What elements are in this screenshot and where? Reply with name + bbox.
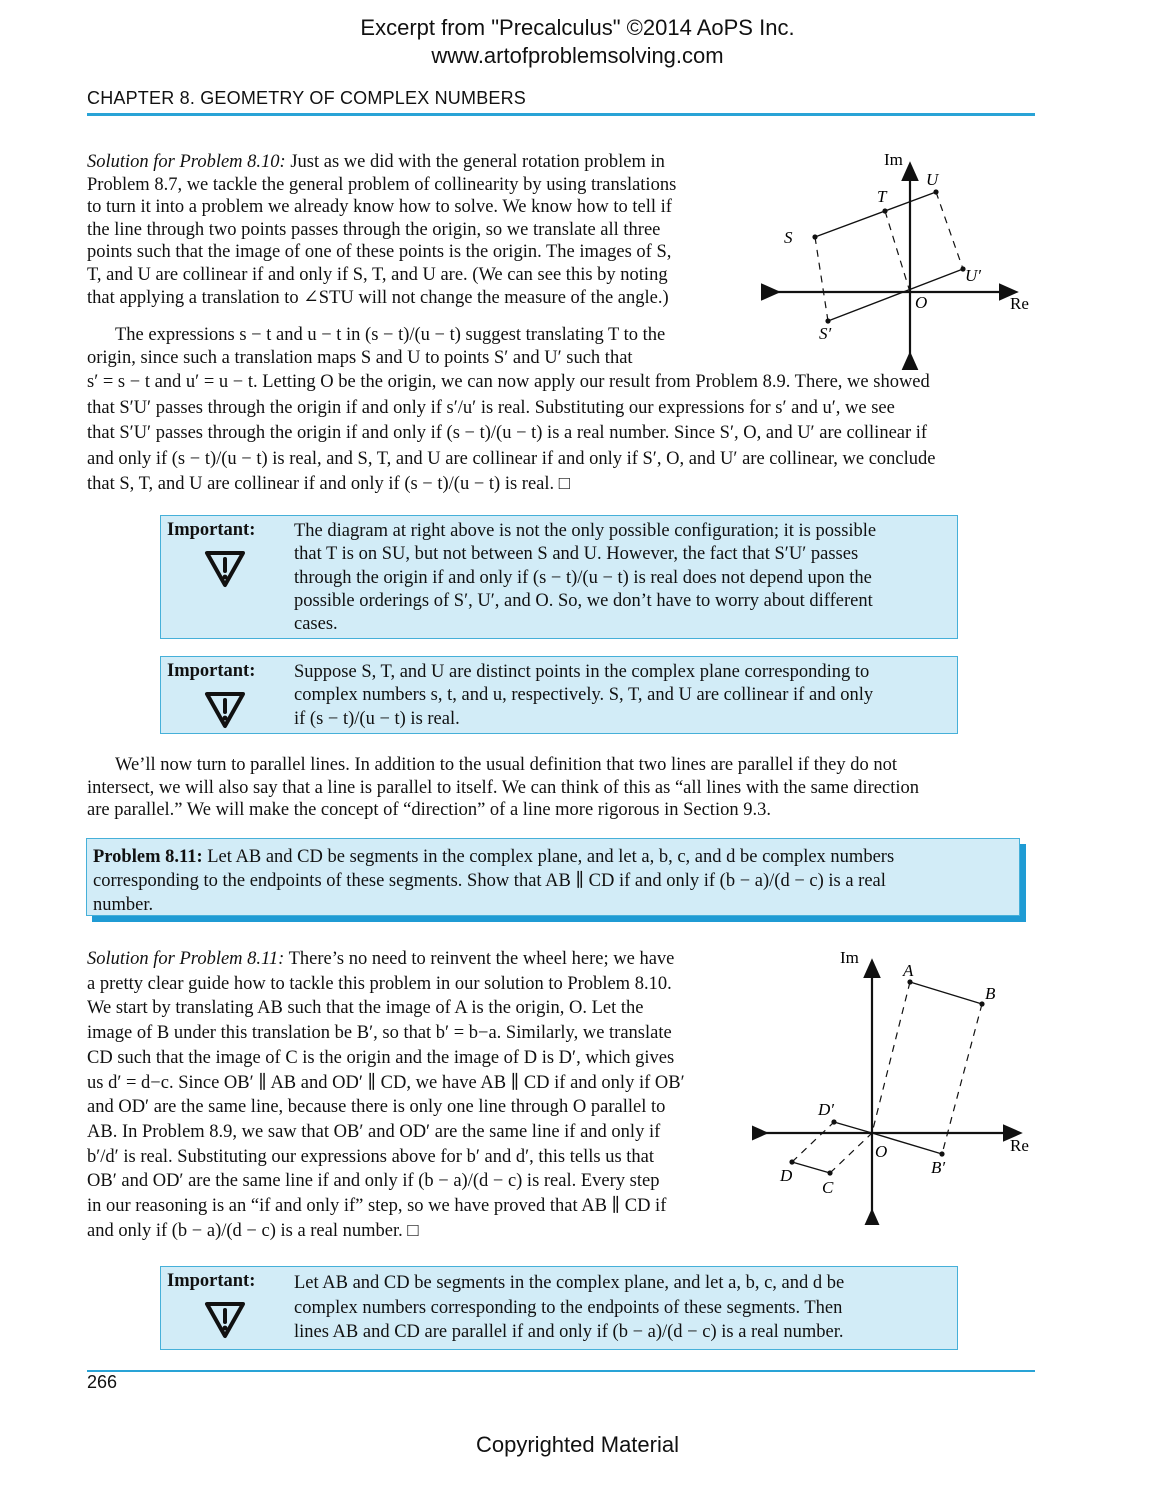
text-line: that applying a translation to ∠STU will not change the measure of the angle.) [87,287,669,308]
text-line: that S′U′ passes through the origin if and only if (s − t)/(u − t) is a real number. Since S′, O, and U′ are collinear if [87,423,928,443]
solution-label: Solution for Problem 8.11: [87,949,285,969]
text-line: OB′ and OD′ are the same line if and only if (b − a)/(d − c) is real. Every step [87,1171,660,1192]
text-line: that S, T, and U are collinear if and only if (s − t)/(u − t) is real. □ [87,474,570,494]
text-line: The expressions s − t and u − t in (s − t)/(u − t) suggest translating T to the [115,325,666,345]
text-line: lines AB and CD are parallel if and only if (b − a)/(d − c) is a real number. [294,1322,844,1342]
dashed-c-o [830,1133,872,1173]
text-line: intersect, we will also say that a line is parallel to itself. We can think of this as “all lines with the same direction [87,777,919,798]
solution-8-10-paragraph-2b [87,370,1034,498]
label-s-prime: S′ [819,324,832,343]
text-line: b′/d′ is real. Substituting our expressions above for b′ and d′, this tells us that [87,1146,655,1167]
label-c: C [822,1178,834,1197]
segment-ab [910,982,982,1004]
warning-icon [203,690,247,730]
text-line: number. [93,895,154,915]
parallel-lines-paragraph [87,754,1034,822]
figure-collinearity-diagram [760,145,1045,370]
dashed-u [936,192,963,269]
text-line: possible orderings of S′, U′, and O. So, we don’t have to worry about different [294,590,873,611]
important-note-2 [160,656,958,734]
label-o: O [915,293,928,312]
copyright-notice: Copyrighted Material [476,1432,679,1457]
dashed-t [885,211,910,292]
header-rule [87,113,1035,116]
line-s-u [815,192,936,237]
text-line: and OD′ are the same line, because there is only one line through O parallel to [87,1097,666,1118]
label-o: O [875,1142,888,1161]
text-line: through the origin if and only if (s − t)/(u − t) is real does not depend upon the [294,567,872,588]
text-line: Solution for Problem 8.10: Just as we did with the general rotation problem in [87,152,665,172]
text-line: in our reasoning is an “if and only if” step, so we have proved that AB ∥ CD if [87,1196,667,1217]
text-line: complex numbers s, t, and u, respectively. S, T, and U are collinear if and only [294,685,874,706]
label-im: Im [884,150,903,169]
warning-icon [203,549,247,589]
label-u: U [926,170,939,189]
line-s-prime-u-prime [828,269,963,321]
text-line: to turn it into a problem we already know how to solve. We know how to tell if [87,197,672,218]
point-s [812,234,817,239]
label-im: Im [840,948,859,967]
text-line: We’ll now turn to parallel lines. In addition to the usual definition that two lines are parallel if they do not [115,755,897,775]
segment-dc [792,1162,830,1173]
chapter-title: CHAPTER 8. GEOMETRY OF COMPLEX NUMBERS [87,88,527,108]
text-line: points such that the image of one of these points is the origin. The images of S, [87,242,672,263]
text-line: if (s − t)/(u − t) is real. [294,708,460,729]
text-line: s′ = s − t and u′ = u − t. Letting O be the origin, we can now apply our result from Problem 8.9. There, we showed [87,372,930,392]
text-line: Suppose S, T, and U are distinct points in the complex plane corresponding to [294,662,870,682]
text-line: We start by translating AB such that the image of A is the origin, O. Let the [87,998,644,1019]
point-t [882,208,887,213]
point-s-prime [825,318,830,323]
important-note-3 [160,1266,958,1350]
text-line: origin, since such a translation maps S and U to points S′ and U′ such that [87,347,633,368]
text-line: image of B under this translation be B′, so that b′ = b−a. Similarly, we translate [87,1023,672,1044]
solution-8-11-paragraph [87,947,738,1243]
text-line: that T is on SU, but not between S and U. However, the fact that S′U′ passes [294,544,859,565]
segment-o-d-prime [834,1122,872,1133]
dashed-b-b-prime [942,1004,982,1154]
solution-8-10-paragraph-1 [87,151,752,309]
text-line: Solution for Problem 8.11: There’s no need to reinvent the wheel here; we have [87,949,675,969]
important-text [294,661,952,731]
text-line: Let AB and CD be segments in the complex plane, and let a, b, c, and d be [294,1273,845,1293]
solution-8-10-paragraph-2a [87,324,752,369]
important-text [294,520,952,636]
text-line: us d′ = d−c. Since OB′ ∥ AB and OD′ ∥ CD, we have AB ∥ CD if and only if OB′ [87,1072,685,1093]
label-t: T [877,187,887,206]
label-s: S [784,228,793,247]
important-label: Important: [167,661,256,681]
excerpt-header [0,14,1155,70]
point-d-prime [831,1119,836,1124]
excerpt-title: Excerpt from "Precalculus" ©2014 AoPS Inc. [360,15,795,40]
warning-icon [203,1300,247,1340]
text-line: complex numbers corresponding to the endpoints of these segments. Then [294,1297,843,1318]
label-re: Re [1010,1136,1029,1155]
label-b: B [985,984,996,1003]
excerpt-url: www.artofproblemsolving.com [431,43,724,68]
dashed-s [815,237,828,321]
important-label: Important: [167,1271,256,1291]
figure-parallel-diagram [752,945,1052,1225]
text-line: AB. In Problem 8.9, we saw that OB′ and OD′ are the same line if and only if [87,1121,661,1142]
point-d [789,1159,794,1164]
text-line: and only if (s − t)/(u − t) is real, and S, T, and U are collinear if and only if S′, O, and U′ are collinear, we conclude [87,448,936,469]
page-number: 266 [87,1372,118,1392]
important-note-1 [160,515,958,639]
problem-text [93,845,1013,917]
text-line: The diagram at right above is not the only possible configuration; it is possible [294,521,877,541]
point-c [827,1170,832,1175]
text-line: corresponding to the endpoints of these segments. Show that AB ∥ CD if and only if (b − a)/(d − c) is a real [93,871,886,891]
text-line: are parallel.” We will make the concept of “direction” of a line more rigorous in Section 9.3. [87,800,771,821]
point-u [933,189,938,194]
label-b-prime: B′ [931,1158,946,1177]
point-b-prime [939,1151,944,1156]
text-line: the line through two points passes through the origin, so we translate all three [87,219,661,240]
text-line: T, and U are collinear if and only if S, T, and U are. (We can see this by noting [87,264,668,285]
point-a [907,979,912,984]
text-line: Problem 8.7, we tackle the general problem of collinearity by using translations [87,174,677,195]
label-a: A [903,961,914,980]
problem-8-11-box [86,838,1020,916]
text-line: that S′U′ passes through the origin if and only if s′/u′ is real. Substituting our expressions for s′ and u′, we see [87,397,895,418]
label-re: Re [1010,294,1029,313]
label-u-prime: U′ [965,266,981,285]
text-line: Problem 8.11: Let AB and CD be segments in the complex plane, and let a, b, c, and d be complex numbers [93,847,895,867]
label-d: D [780,1166,793,1185]
important-label: Important: [167,520,256,540]
dashed-d-d-prime [792,1122,834,1162]
dashed-a-o [872,982,910,1133]
label-d-prime: D′ [818,1100,834,1119]
solution-label: Solution for Problem 8.10: [87,152,286,172]
text-line: CD such that the image of C is the origin and the image of D is D′, which gives [87,1047,675,1068]
text-line: and only if (b − a)/(d − c) is a real number. □ [87,1220,419,1241]
footer-rule [87,1370,1035,1372]
point-b [979,1001,984,1006]
important-text [294,1271,952,1345]
problem-label: Problem 8.11: [93,847,203,867]
text-line: a pretty clear guide how to tackle this problem in our solution to Problem 8.10. [87,973,672,994]
text-line: cases. [294,614,338,635]
